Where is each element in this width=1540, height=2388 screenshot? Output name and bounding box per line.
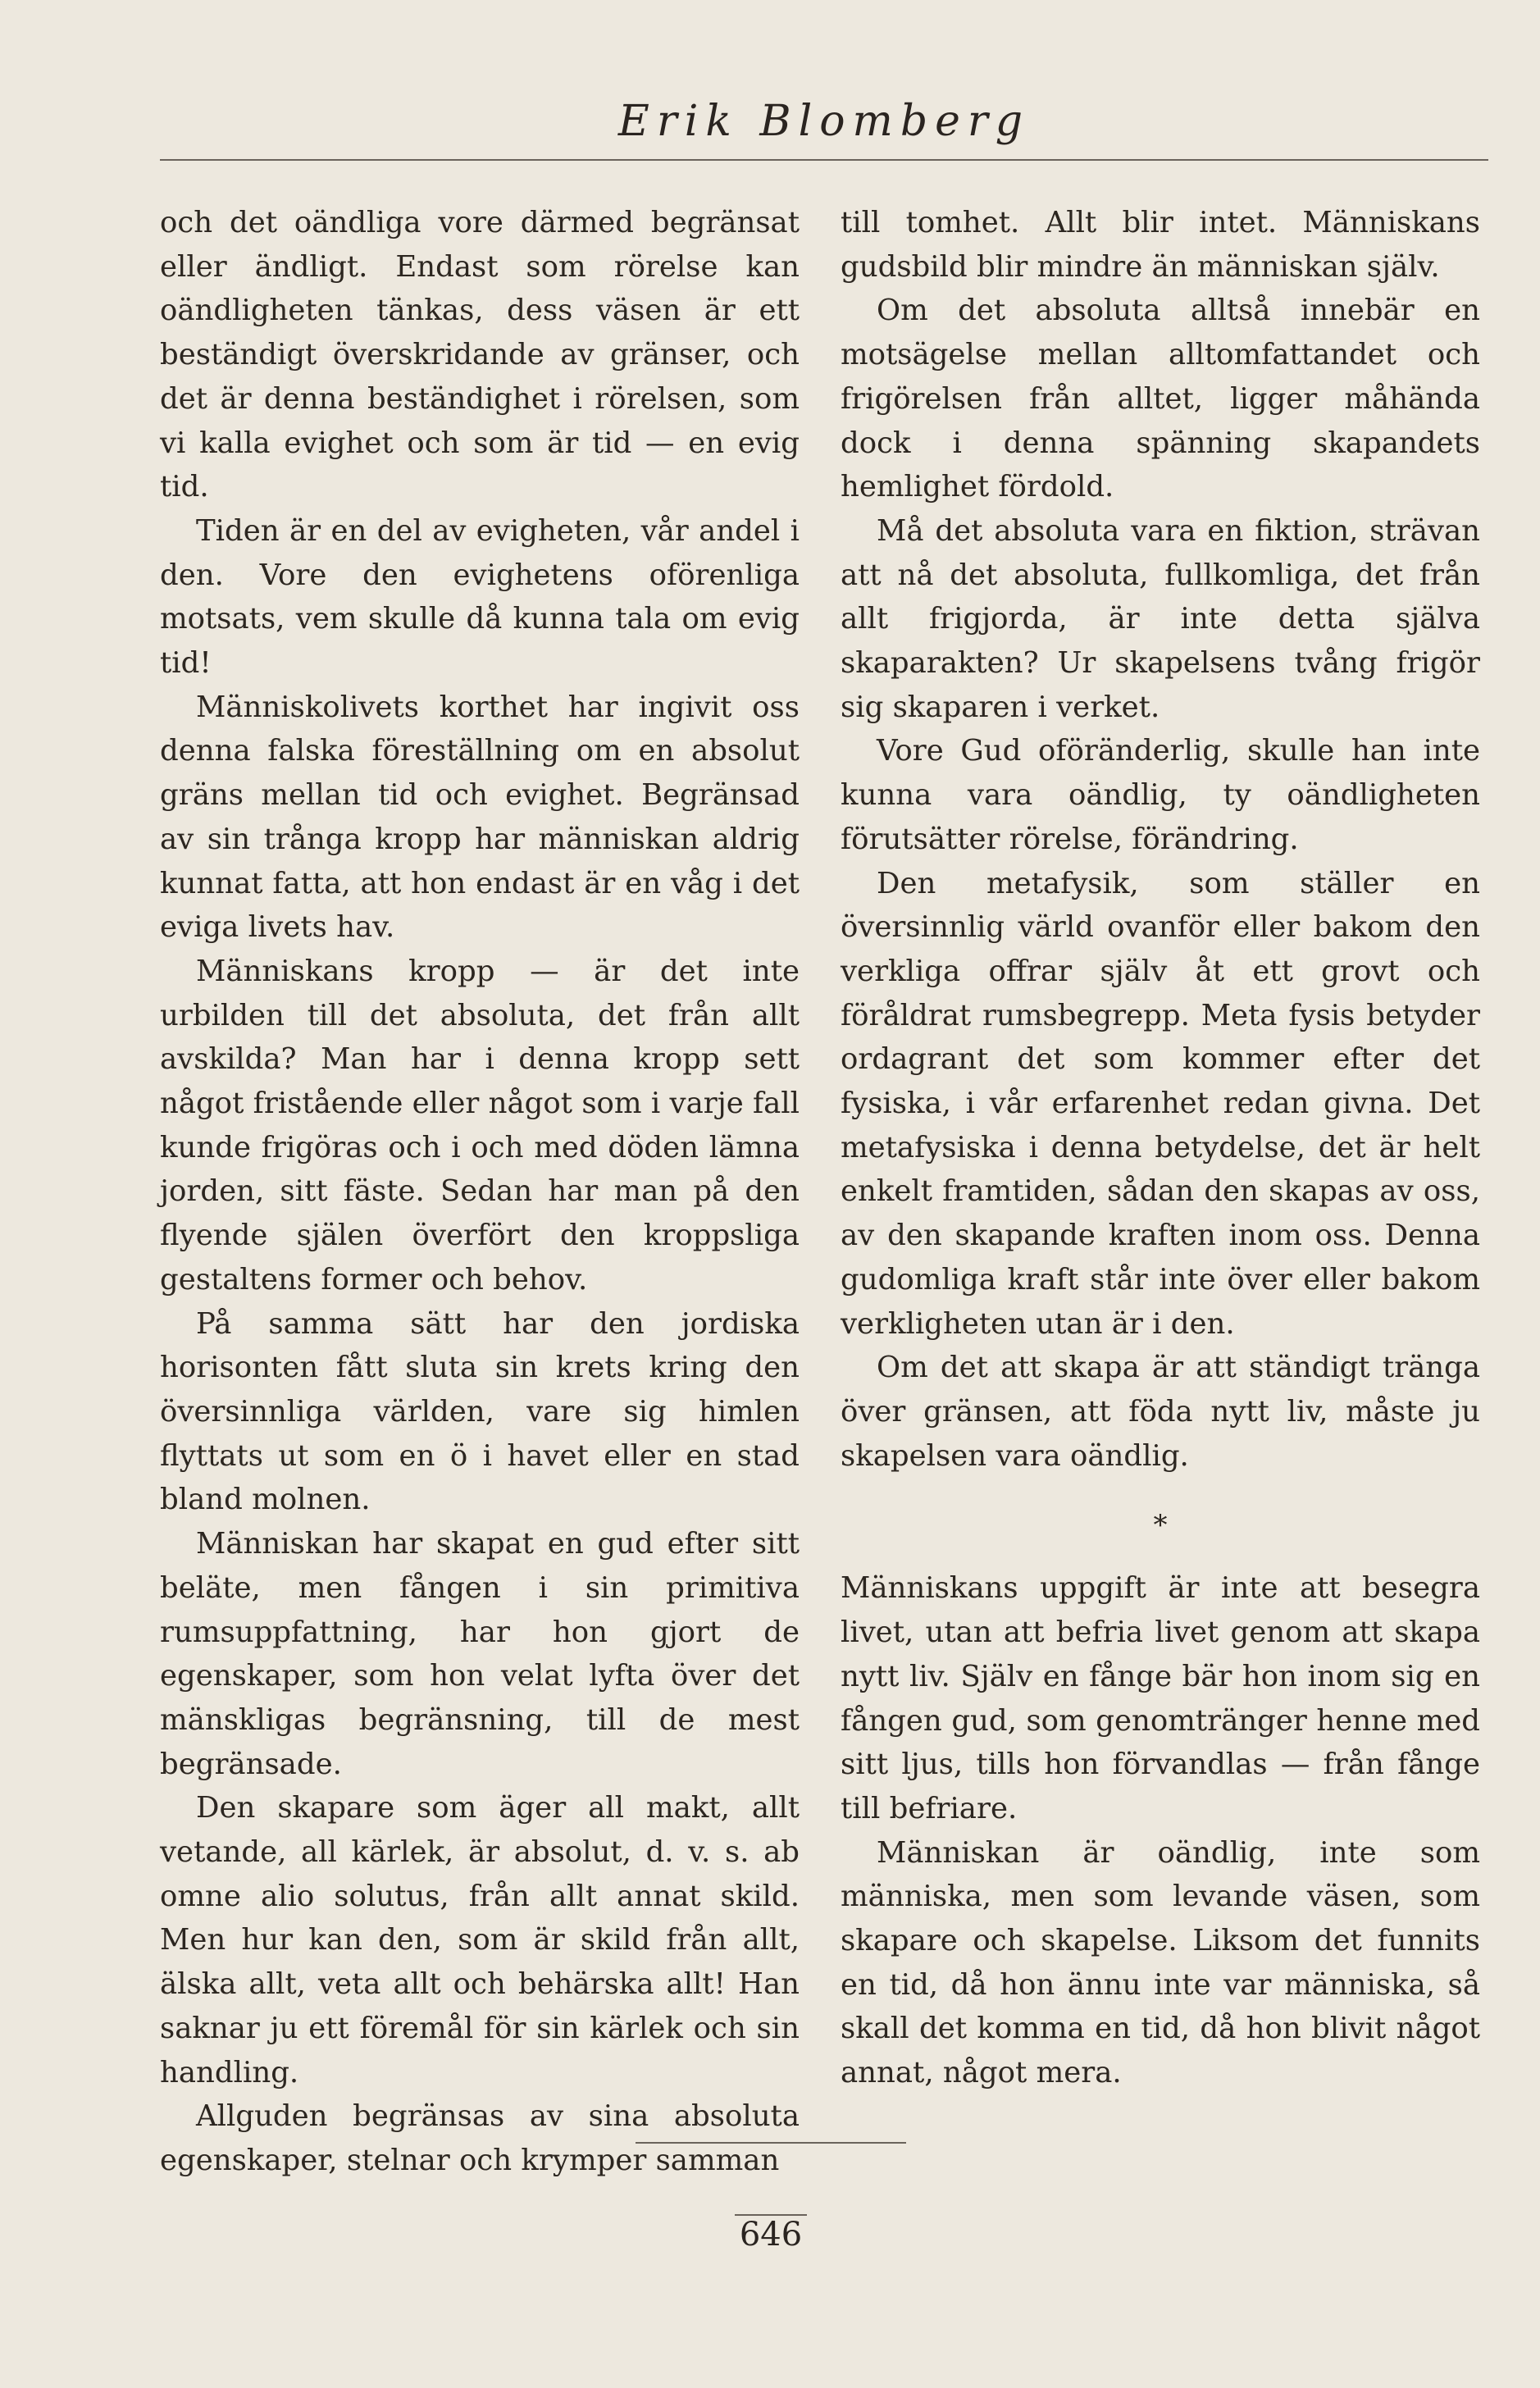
- paragraph: På samma sätt har den jordiska horisonten fått sluta sin krets kring den översinnliga världen, vare sig himlen flyttats ut som en ö i havet eller en stad bland molnen.: [160, 1306, 800, 1517]
- paragraph: Människan har skapat en gud efter sitt beläte, men fången i sin primitiva rumsuppfattning, har hon gjort de egenskaper, som hon velat lyfta över det mänskligas begränsning, till de mest begränsade.: [160, 1527, 800, 1781]
- right-column: [841, 201, 1480, 2095]
- paragraph: Vore Gud oföränderlig, skulle han inte kunna vara oändlig, ty oändligheten förutsätter rörelse, förändring.: [841, 734, 1480, 856]
- paragraph: Den skapare som äger all makt, allt vetande, all kärlek, är absolut, d. v. s. ab omne alio solutus, från allt annat skild. Men hur kan den, som är skild från allt, älska allt, veta allt och behärska allt! Han saknar ju ett föremål för sin kärlek och sin handling.: [160, 1791, 800, 2090]
- paragraph: Må det absoluta vara en fiktion, strävan att nå det absoluta, fullkomliga, det från allt frigjorda, är inte detta själva skaparakten? Ur skapelsens tvång frigör sig skaparen i verket.: [841, 513, 1480, 724]
- paragraph: Människan är oändlig, inte som människa, men som levande väsen, som skapare och skapelse. Liksom det funnits en tid, då hon ännu inte var människa, så skall det komma en tid, då hon blivit något annat, något mera.: [841, 1835, 1480, 2090]
- paragraph: Människans uppgift är inte att besegra livet, utan att befria livet genom att skapa nytt liv. Själv en fånge bär hon inom sig en fången gud, som genomtränger henne med sitt ljus, tills hon förvandlas — från fånge till befriare.: [841, 1571, 1480, 1825]
- paragraph: och det oändliga vore därmed begränsat eller ändligt. Endast som rörelse kan oändligheten tänkas, dess väsen är ett beständigt överskridande av gränser, och det är denna beständighet i rörelsen, som vi kalla evighet och som är tid — en evig tid.: [160, 206, 800, 504]
- paragraph: Om det att skapa är att ständigt tränga över gränsen, att föda nytt liv, måste ju skapelsen vara oändlig.: [841, 1351, 1480, 1473]
- page-number: [718, 2216, 824, 2254]
- paragraph: Människolivets korthet har ingivit oss denna falska föreställning om en absolut gräns mellan tid och evighet. Begränsad av sin trånga kropp har människan aldrig kunnat fatta, att hon endast är en våg i det eviga livets hav.: [160, 690, 800, 945]
- paragraph: Den metafysik, som ställer en översinnlig värld ovanför eller bakom den verkliga offrar själv åt ett grovt och föråldrat rumsbegrepp. Meta fysis betyder ordagrant det som kommer efter det fysiska, i vår erfarenhet redan givna. Det metafysiska i denna betydelse, det är helt enkelt framtiden, sådan den skapas av oss, av den skapande kraften inom oss. Denna gudomliga kraft står inte över eller bakom verkligheten utan är i den.: [841, 866, 1480, 1341]
- page-number-text: 646: [735, 2214, 807, 2254]
- footer-rule: [636, 2142, 906, 2144]
- paragraph: Allguden begränsas av sina absoluta egenskaper, stelnar och krymper samman: [160, 2099, 800, 2177]
- paragraph: Människans kropp — är det inte urbilden till det absoluta, det från allt avskilda? Man har i denna kropp sett något fristående eller något som i varje fall kunde frigöras och i och med döden lämna jorden, sitt fäste. Sedan har man på den flyende själen överfört den kroppsliga gestaltens former och behov.: [160, 954, 800, 1297]
- paragraph: Om det absoluta alltså innebär en motsägelse mellan alltomfattandet och frigörelsen från alltet, ligger måhända dock i denna spänning skapandets hemlighet fördold.: [841, 294, 1480, 504]
- paragraph: Tiden är en del av evigheten, vår andel i den. Vore den evighetens oförenliga motsats, vem skulle då kunna tala om evig tid!: [160, 513, 800, 681]
- left-column: [160, 201, 800, 2183]
- header-rule: [160, 159, 1488, 161]
- running-header-author: Erik Blomberg: [617, 97, 1031, 146]
- section-asterism: *: [1153, 1509, 1168, 1543]
- paragraph: till tomhet. Allt blir intet. Människans gudsbild blir mindre än människan själv.: [841, 206, 1480, 284]
